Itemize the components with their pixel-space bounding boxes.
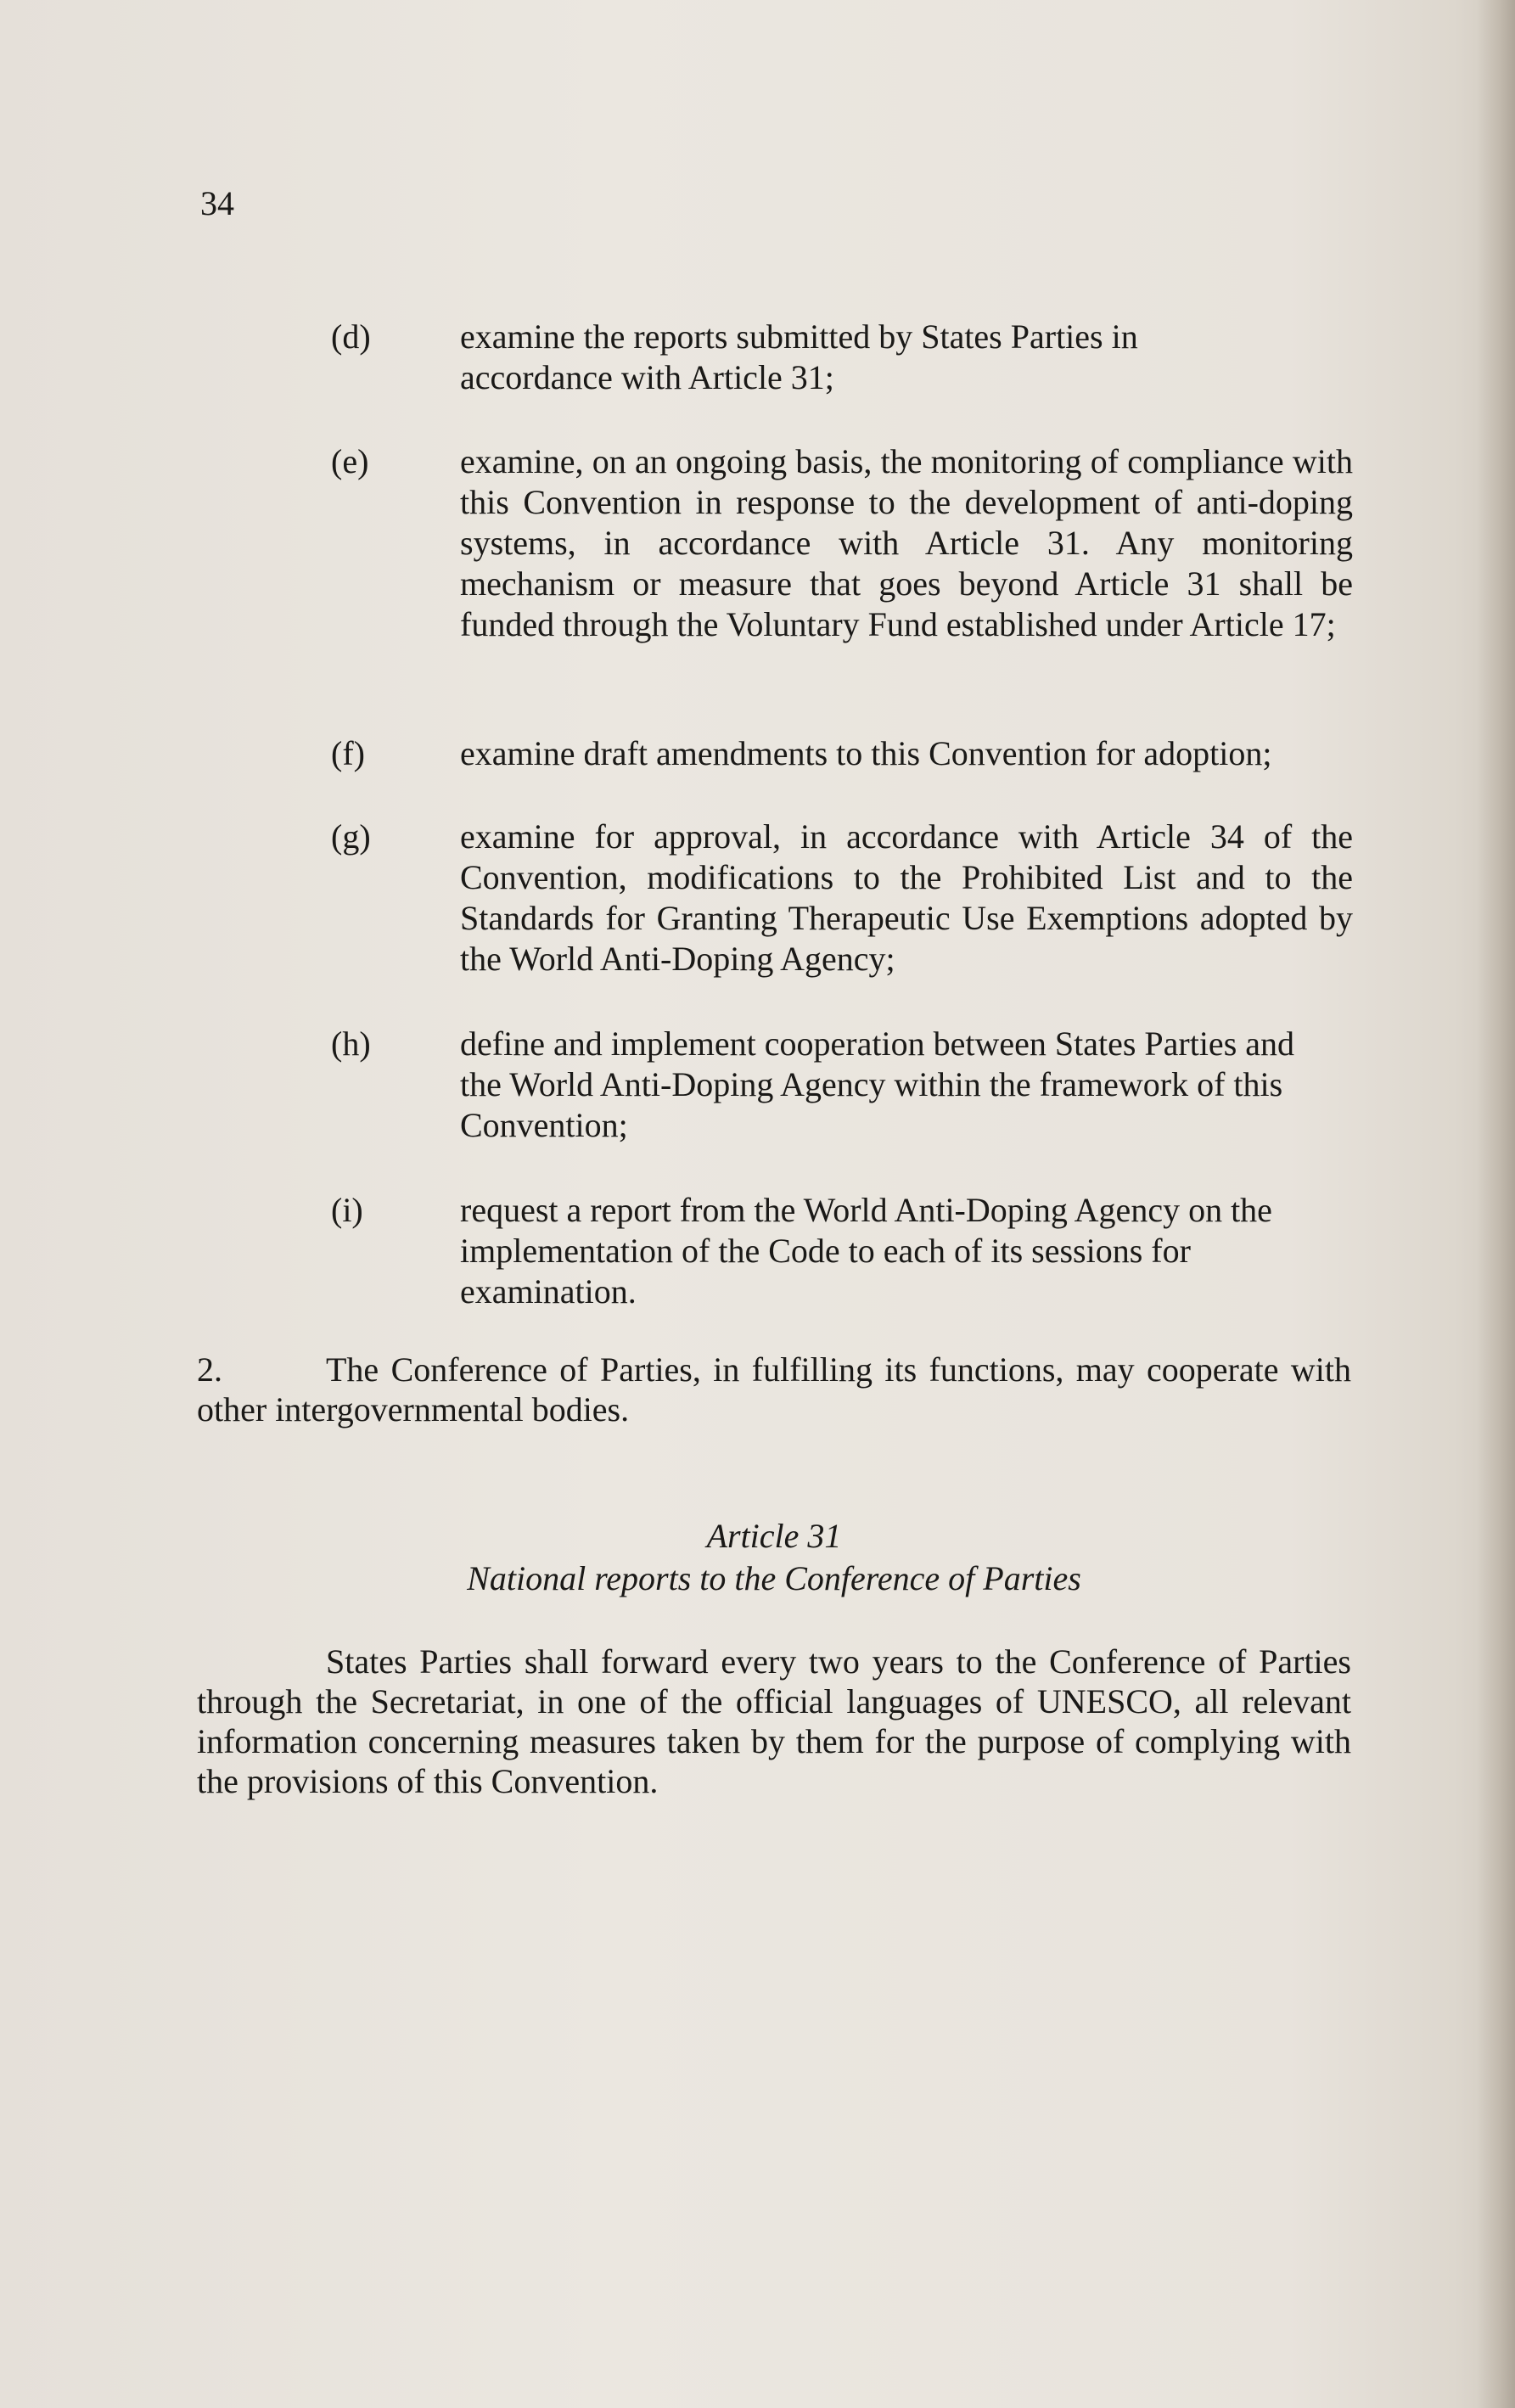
list-item-label: (e) <box>331 442 369 480</box>
list-item-d <box>331 317 1362 401</box>
list-item-label: (g) <box>331 817 371 856</box>
article-title: Article 31 <box>706 1517 842 1555</box>
paragraph-2 <box>197 1350 1351 1429</box>
article-subtitle: National reports to the Conference of Parties <box>467 1559 1081 1597</box>
list-item-text: examine the reports submitted by States Parties in accordance with Article 31; <box>460 317 1138 396</box>
list-item-e <box>331 441 1362 696</box>
paragraph-text: The Conference of Parties, in fulfilling its functions, may cooperate with other intergovernmental bodies. <box>197 1350 1351 1429</box>
list-item-f <box>331 733 1362 776</box>
list-item-text: examine for approval, in accordance with Article 34 of the Convention, modifications to the Prohibited List and to the Standards for Granting Therapeutic Use Exemptions adopted by the World Anti-Doping Agency; <box>460 817 1353 978</box>
list-item-i <box>331 1190 1362 1317</box>
list-item-h <box>331 1024 1362 1151</box>
list-item-label: (h) <box>331 1024 371 1063</box>
list-item-label: (d) <box>331 317 371 356</box>
list-item-text: examine, on an ongoing basis, the monitoring of compliance with this Convention in response to the development of anti-doping systems, in accordance with Article 31. Any monitoring mechanism or measure that goes beyond Article 31 shall be funded through the Voluntary Fund established under Article 17; <box>460 442 1353 643</box>
article-31-body <box>197 1642 1351 1801</box>
list-item-g <box>331 817 1362 986</box>
list-item-text: define and implement cooperation between States Parties and the World Anti-Doping Agency within the framework of this Convention; <box>460 1024 1295 1144</box>
paragraph-number: 2. <box>197 1350 222 1389</box>
list-item-text: request a report from the World Anti-Doping Agency on the implementation of the Code to each of its sessions for examination. <box>460 1191 1272 1311</box>
list-item-label: (f) <box>331 734 365 772</box>
article-31-text: States Parties shall forward every two years to the Conference of Parties through the Secretariat, in one of the official languages of UNESCO, all relevant information concerning measures taken by them for the purpose of complying with the provisions of this Convention. <box>197 1642 1351 1800</box>
page-binding-shadow <box>1477 0 1515 2408</box>
list-item-text: examine draft amendments to this Convention for adoption; <box>460 734 1272 772</box>
page-number: 34 <box>200 184 234 222</box>
list-item-label: (i) <box>331 1191 363 1229</box>
